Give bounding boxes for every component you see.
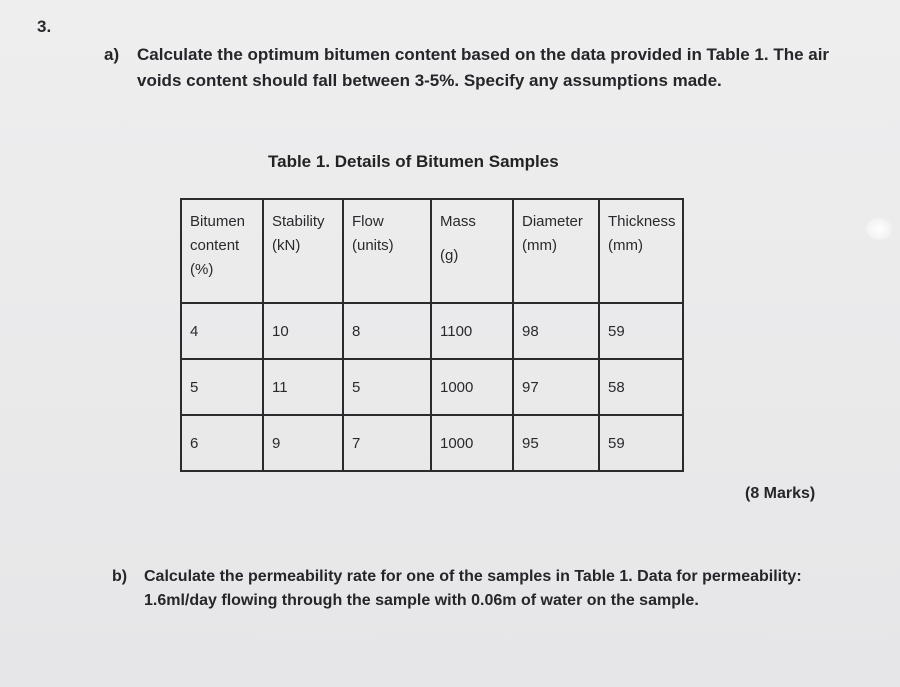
table-cell: 5 <box>343 359 431 415</box>
table-cell: 98 <box>513 303 599 359</box>
header-unit: (mm) <box>608 237 643 254</box>
part-a-label: a) <box>104 45 120 64</box>
table-header-row <box>181 199 683 303</box>
table-cell: 5 <box>181 359 263 415</box>
table-cell: 59 <box>599 303 683 359</box>
part-b-label: b) <box>112 568 128 585</box>
header-unit: content <box>190 237 240 254</box>
header-unit: (units) <box>352 237 394 254</box>
marks-label: (8 Marks) <box>745 485 816 502</box>
question-number: 3. <box>37 17 52 36</box>
table-cell: 1100 <box>431 303 513 359</box>
table-cell: 10 <box>263 303 343 359</box>
table-cell: 9 <box>263 415 343 471</box>
header-flow <box>343 199 431 303</box>
header-name: Flow <box>352 213 384 230</box>
header-stability <box>263 199 343 303</box>
table-cell: 95 <box>513 415 599 471</box>
table-cell: 59 <box>599 415 683 471</box>
header-name: Stability <box>272 213 325 230</box>
header-thickness <box>599 199 683 303</box>
header-name: Mass <box>440 213 476 230</box>
header-unit: (g) <box>440 247 459 264</box>
light-glare <box>866 218 892 240</box>
table-cell: 4 <box>181 303 263 359</box>
bitumen-table <box>180 198 684 472</box>
table-row <box>181 359 683 415</box>
header-bitumen <box>181 199 263 303</box>
header-name: Diameter <box>522 213 583 230</box>
table-row <box>181 415 683 471</box>
table-cell: 58 <box>599 359 683 415</box>
table-cell: 11 <box>263 359 343 415</box>
table-caption: Table 1. Details of Bitumen Samples <box>268 152 559 171</box>
table-row <box>181 303 683 359</box>
header-unit: (mm) <box>522 237 557 254</box>
table-cell: 1000 <box>431 415 513 471</box>
header-mass <box>431 199 513 303</box>
table-cell: 8 <box>343 303 431 359</box>
header-diameter <box>513 199 599 303</box>
table-cell: 1000 <box>431 359 513 415</box>
part-a-text: Calculate the optimum bitumen content based on the data provided in Table 1. The air voids content should fall between 3-5%. Specify any assumptions made. <box>137 45 830 90</box>
header-extra: (%) <box>190 261 214 278</box>
table-cell: 6 <box>181 415 263 471</box>
header-name: Bitumen <box>190 213 246 230</box>
table-cell: 97 <box>513 359 599 415</box>
part-b-text: Calculate the permeability rate for one of the samples in Table 1. Data for permeability: 1.6ml/day flowing through the sample with 0.06m of water on the sample. <box>144 568 802 609</box>
header-name: Thickness <box>608 213 676 230</box>
header-unit: (kN) <box>272 237 301 254</box>
table-cell: 7 <box>343 415 431 471</box>
